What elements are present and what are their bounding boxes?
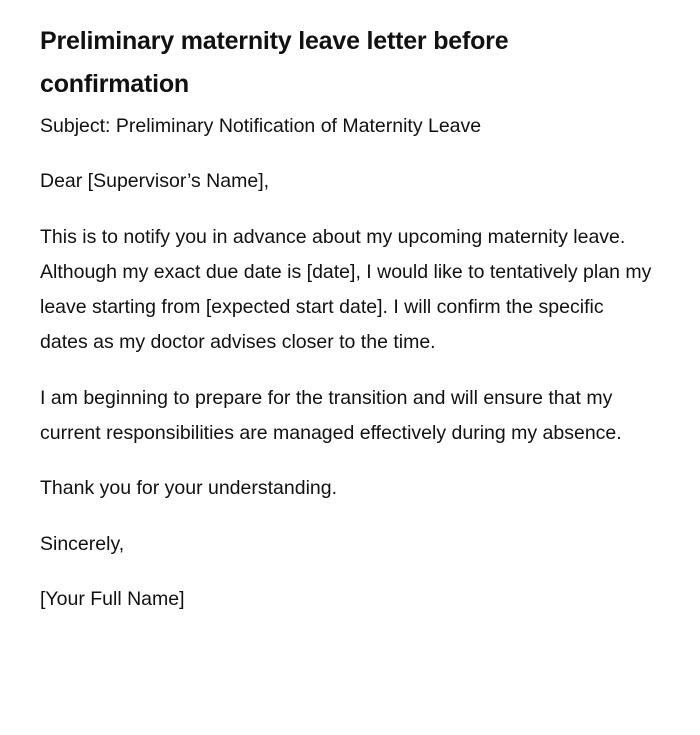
body-paragraph-1: This is to notify you in advance about my upcoming maternity leave. Although my exact due date is [date], I would like to tentatively plan my leave starting from [expected start date]. I will confirm the specific dates as my doctor advises closer to the time.	[40, 225, 652, 354]
salutation: Dear [Supervisor’s Name],	[40, 170, 270, 193]
thanks-line: Thank you for your understanding.	[40, 477, 338, 500]
letter-document	[40, 20, 655, 637]
body-paragraph-2: I am beginning to prepare for the transition and will ensure that my current responsibilities are managed effectively during my absence.	[40, 386, 622, 445]
closing-line: Sincerely,	[40, 532, 125, 555]
signature-placeholder: [Your Full Name]	[40, 587, 185, 610]
subject-line: Subject: Preliminary Notification of Maternity Leave	[40, 115, 482, 137]
document-title: Preliminary maternity leave letter before confirmation	[40, 27, 509, 98]
